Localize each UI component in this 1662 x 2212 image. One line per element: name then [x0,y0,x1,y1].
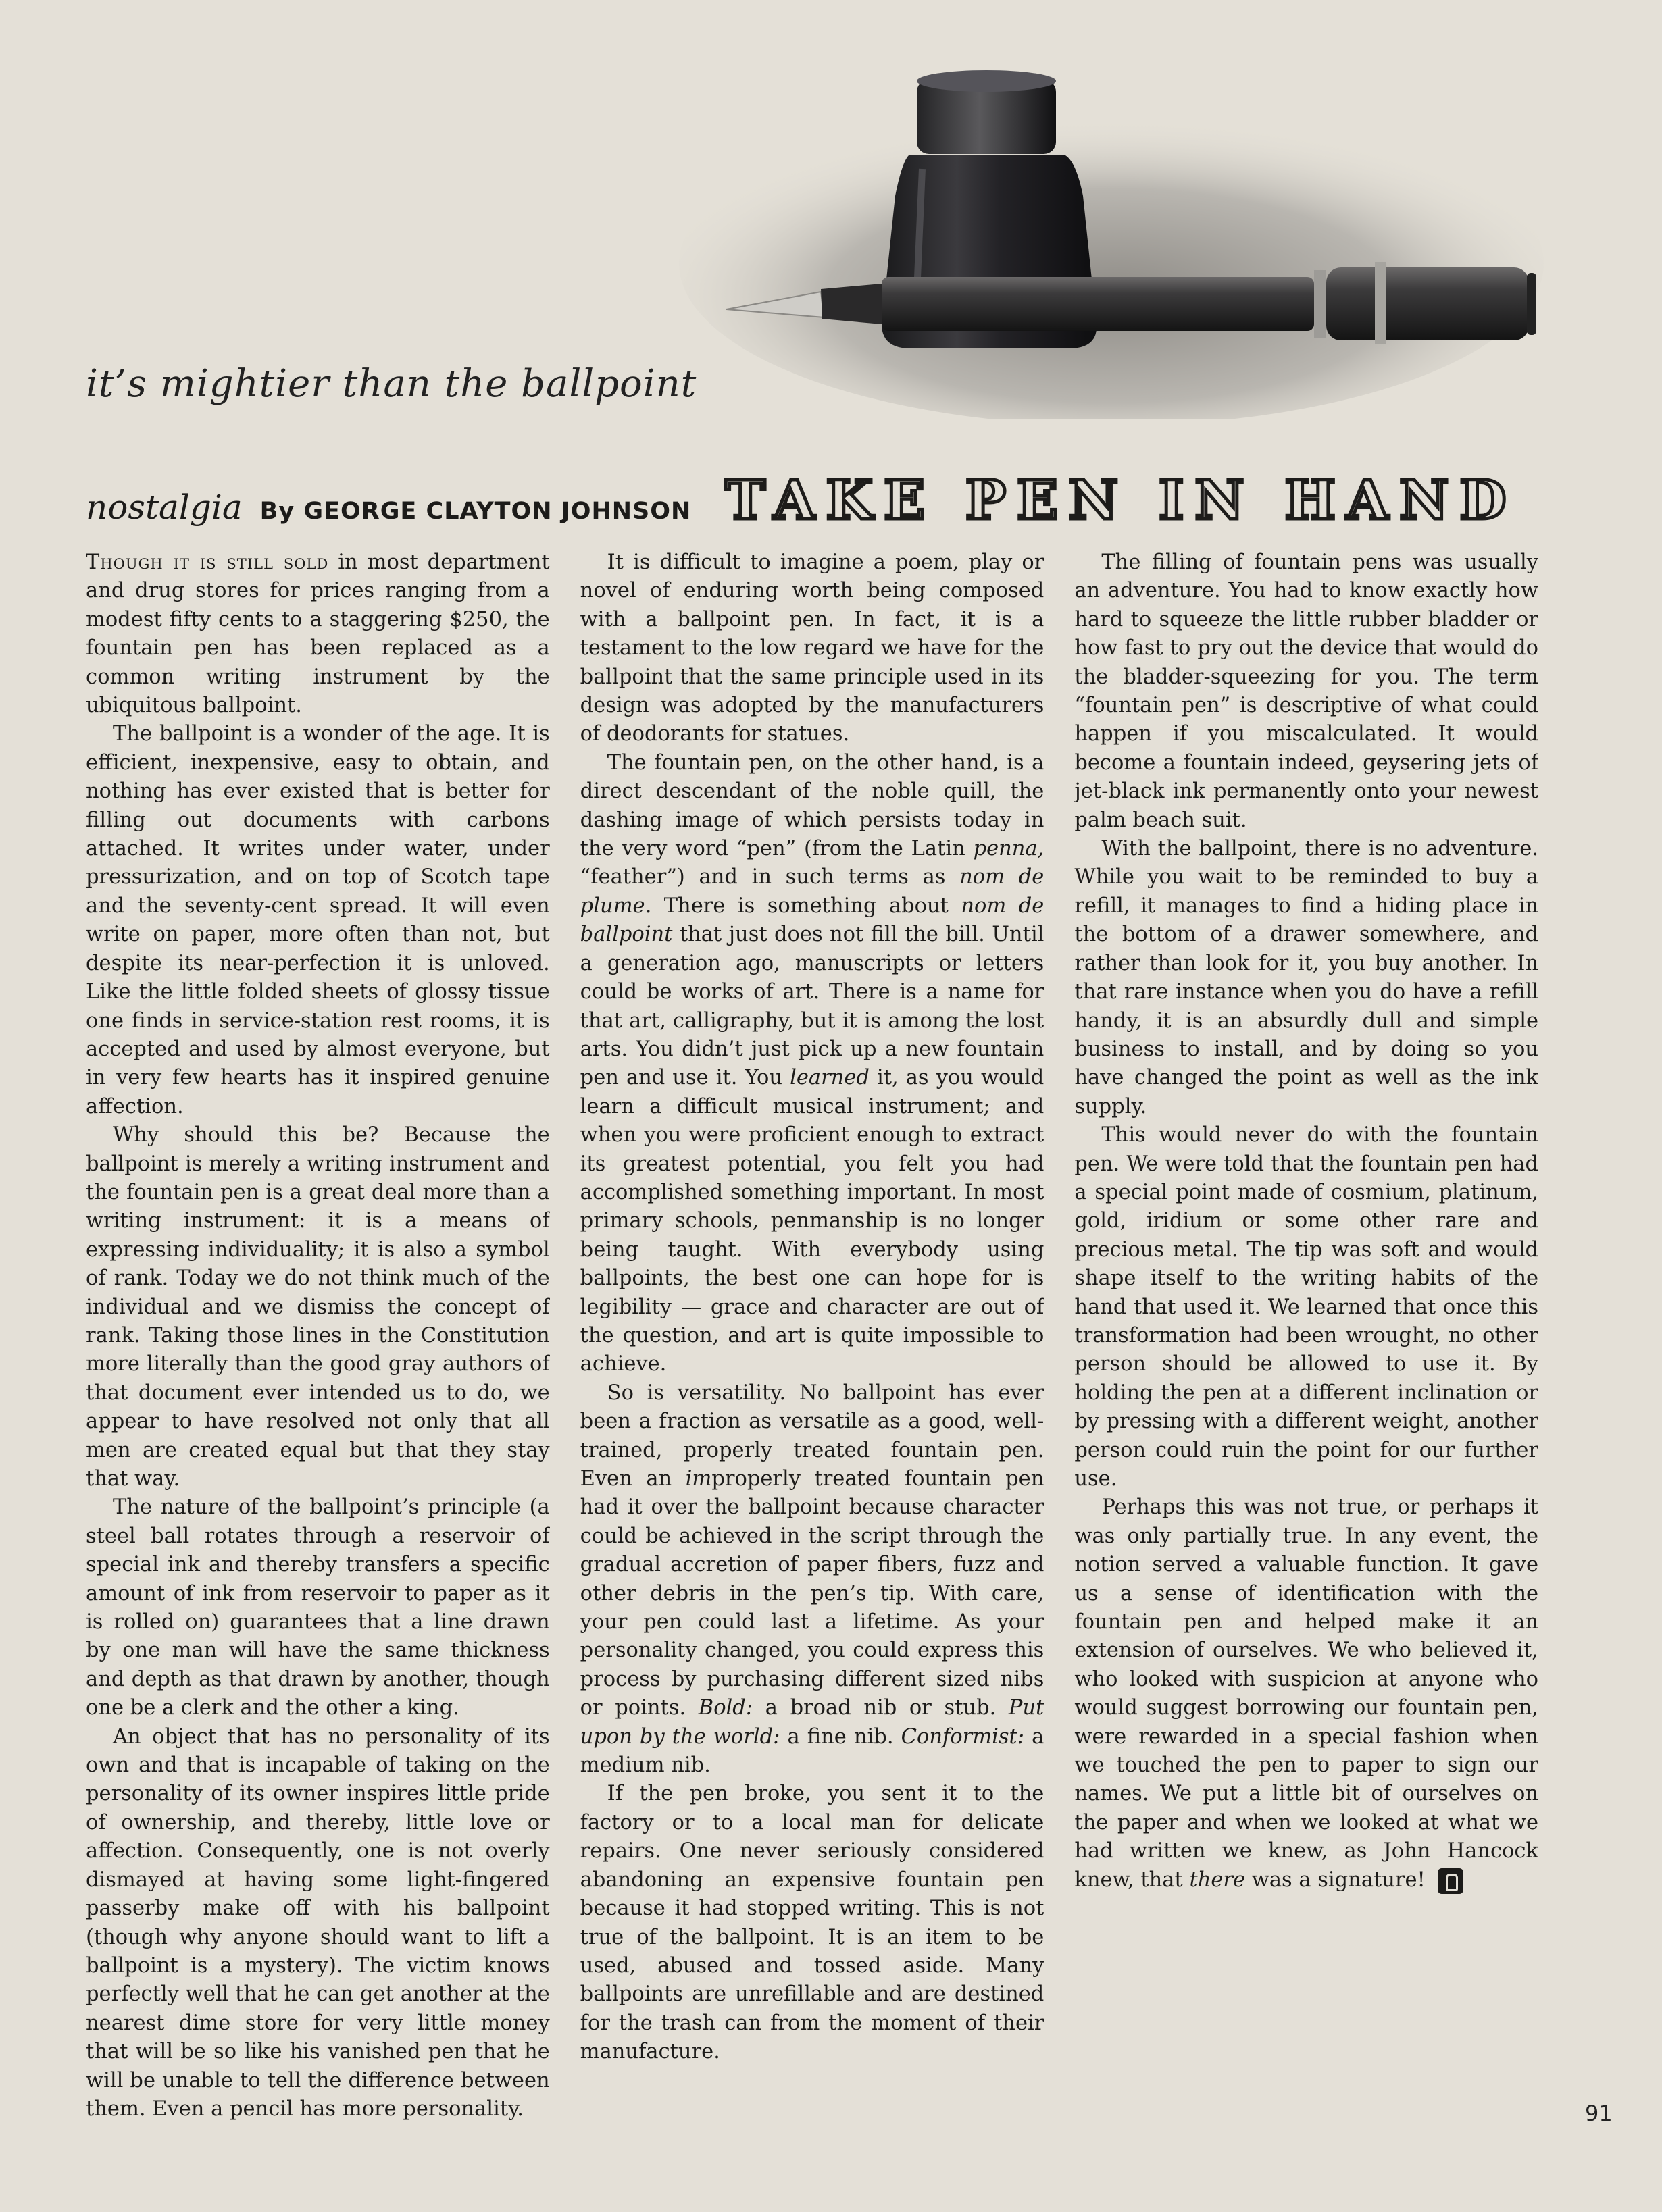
byline-author: GEORGE CLAYTON JOHNSON [303,498,692,525]
paragraph: It is difficult to imagine a poem, play or novel of enduring worth being composed with a ballpoint pen. In fact, it is a testament to the low regard we have for the ballpoint that the same principle used in its design was adopted by the manufacturers of deodorants for statues. [580,550,1044,746]
paragraph: Though it is still sold in most department and drug stores for prices ranging from a modest fifty cents to a staggering $250, the fountain pen has been replaced as a common writing instrument by the ubiquitous ballpoint. [86,550,550,718]
column-1 [86,548,550,2130]
paragraph: The ballpoint is a wonder of the age. It is efficient, inexpensive, easy to obtain, and nothing has ever existed that is better for filling out documents with carbons attached. It writes under water, under pressurization, and on top of Scotch tape and the seventy-cent spread. It will even write on paper, more often than not, but despite its near-perfection it is unloved. Like the little folded sheets of glossy tissue one finds in service-station rest rooms, it is accepted and used by almost everyone, but in very few hearts has it inspired genuine affection. [86,722,550,1118]
page-number: 91 [1585,2101,1613,2126]
paragraph: The nature of the ballpoint’s principle (a steel ball rotates through a reservoir of special ink and thereby transfers a specific amount of ink from reservoir to paper as it is rolled on) guarantees that a line drawn by one man will have the same thickness and depth as that drawn by another, though one be a clerk and the other a king. [86,1495,550,1720]
column-2 [580,548,1044,2130]
paragraph: Perhaps this was not true, or perhaps it was only partially true. In any event, the notion served a valuable function. It gave us a sense of identification with the fountain pen and helped make it an extension of ourselves. We who believed it, who looked with suspicion at anyone who would suggest borrowing our fountain pen, were rewarded in a special fashion when we touched the pen to paper to sign our names. We put a little bit of ourselves on the paper and when we looked at what we had written we knew, as John Hancock knew, that there was a signature! [1074,1493,1538,1895]
section-kicker: nostalgia [86,488,243,527]
byline-by: By [259,498,295,525]
title-bar [86,468,1538,534]
paragraph: The fountain pen, on the other hand, is a direct descendant of the noble quill, the dashing image of which persists today in the very word “pen” (from the Latin penna, “feather”) and in such terms as nom de plume. There is something about nom de ballpoint that just does not fill the bill. Until a generation ago, manuscripts or letters could be works of art. There is a name for that art, calligraphy, but it is among the lost arts. You didn’t just pick up a new fountain pen and use it. You learned it, as you would learn a difficult musical instrument; and when you were proficient enough to extract its greatest potential, you felt you had accomplished something important. In most primary schools, penmanship is no longer being taught. With everybody using ballpoints, the best one can hope for is legibility — grace and character are out of the question, and art is quite impossible to achieve. [580,750,1044,1377]
paragraph: The filling of fountain pens was usually an adventure. You had to know exactly how hard to squeeze the little rubber bladder or how fast to pry out the device that would do the bladder-squeezing for you. The term “fountain pen” is descriptive of what could happen if you miscalculated. It would become a fountain indeed, geysering jets of jet-black ink permanently onto your newest palm beach suit. [1074,550,1539,832]
paragraph: With the ballpoint, there is no adventure. While you wait to be reminded to buy a refill, it manages to find a hiding place in the bottom of a drawer somewhere, and rather than look for it, you buy another. In that rare instance when you do have a refill handy, it is an absurdly dull and simple business to install, and by doing so you have changed the point as well as the ink supply. [1074,837,1539,1118]
paragraph: If the pen broke, you sent it to the factory or to a local man for delicate repairs. One never seriously considered abandoning an expensive fountain pen because it had stopped writing. This is not true of the ballpoint. It is an item to be used, abused and tossed aside. Many ballpoints are unrefillable and are destined for the trash can from the moment of their manufacture. [580,1782,1044,2064]
column-3 [1074,548,1538,2130]
rabbit-head-logo-icon [1438,1868,1463,1894]
paragraph: So is versatility. No ballpoint has ever been a fraction as versatile as a good, well-trained, properly treated fountain pen. Even an improperly treated fountain pen had it over the ballpoint because character could be achieved in the script through the gradual accretion of paper fibers, fuzz and other debris in the pen’s tip. With care, your pen could last a lifetime. As your personality changed, you could express this process by purchasing different sized nibs or points. Bold: a broad nib or stub. Put upon by the world: a fine nib. Conformist: a medium nib. [580,1381,1044,1778]
paragraph: Why should this be? Because the ballpoint is merely a writing instrument and the fountain pen is a great deal more than a writing instrument: it is a means of expressing individuality; it is also a symbol of rank. Today we do not think much of the individual and we dismiss the concept of rank. Taking those lines in the Constitution more literally than the good gray authors of that document ever intended us to do, we appear to have resolved not only that all men are created equal but that they stay that way. [86,1123,550,1491]
lead-in: Though it is still sold [86,550,329,574]
subhead: it’s mightier than the ballpoint [86,362,697,406]
paragraph: This would never do with the fountain pen. We were told that the fountain pen had a special point made of cosmium, platinum, gold, iridium or some other rare and precious metal. The tip was soft and would shape itself to the writing habits of the hand that used it. We learned that once this transformation had been wrought, no other person should be allowed to use it. By holding the pen at a different inclination or by pressing with a different weight, another person could ruin the point for our further use. [1074,1123,1539,1491]
article-body [86,548,1538,2130]
article-title: TAKE PEN IN HAND [725,468,1517,532]
byline [260,498,692,525]
ink-bottle-and-fountain-pen-photo [679,41,1567,419]
paragraph: An object that has no personality of its own and that is incapable of taking on the personality of its owner inspires little pride of ownership, and thereby, little love or affection. Consequently, one is not overly dismayed at having some light-fingered passerby make off with his ballpoint (though why anyone should want to lift a ballpoint is a mystery). The victim knows perfectly well that he can get another at the nearest dime store for very little money that will be so like his vanished pen that he will be unable to tell the difference between them. Even a pencil has more personality. [86,1724,550,2121]
